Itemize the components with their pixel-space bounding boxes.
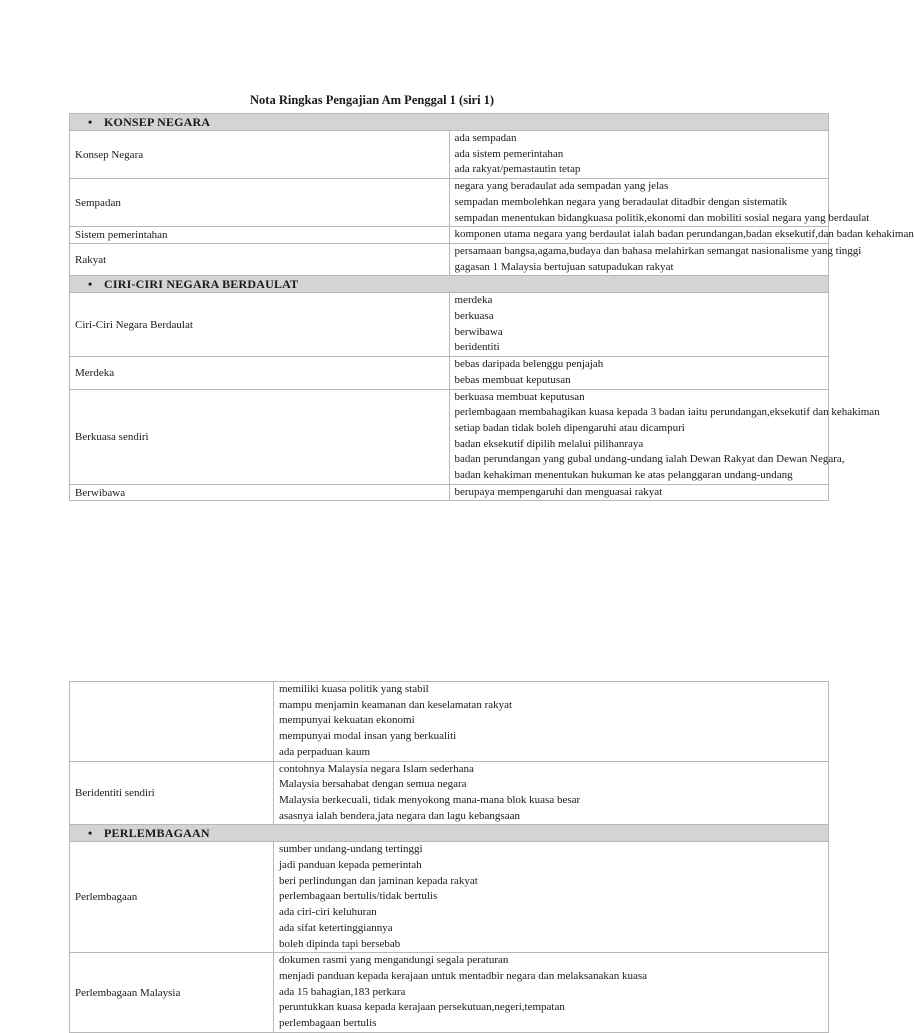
table-row (70, 484, 829, 501)
content-line: setiap badan tidak boleh dipengaruhi atau dicampuri (454, 421, 685, 434)
row-label: Merdeka (70, 357, 450, 389)
table-row (70, 953, 829, 1033)
content-line: menjadi panduan kepada kerajaan untuk mentadbir negara dan melaksanakan kuasa (279, 969, 648, 982)
content-line: ada sistem pemerintahan (454, 147, 564, 160)
row-content (274, 682, 829, 762)
row-content (449, 389, 880, 484)
row-content (449, 227, 914, 244)
content-line: komponen utama negara yang berdaulat ialah badan perundangan,badan eksekutif,dan badan kehakiman (454, 228, 914, 241)
row-label: Perlembagaan Malaysia (70, 953, 274, 1033)
content-line: ada ciri-ciri keluhuran (279, 906, 377, 919)
content-line: badan kehakiman menentukan hukuman ke atas pelanggaran undang-undang (454, 469, 793, 482)
table-body (70, 842, 829, 1032)
row-content (274, 761, 829, 825)
row-label: Sistem pemerintahan (70, 227, 450, 244)
content-line: perlembagaan bertulis (279, 1017, 377, 1030)
row-label: Konsep Negara (70, 131, 450, 179)
content-line: ada rakyat/pemastautin tetap (454, 163, 581, 176)
content-line: berkuasa membuat keputusan (454, 390, 585, 403)
table-row (70, 761, 829, 825)
content-line: berkuasa (454, 310, 494, 323)
content-line: memiliki kuasa politik yang stabil (279, 683, 429, 695)
content-line: beridentiti (454, 341, 500, 354)
table-body (70, 682, 829, 825)
content-line: bebas membuat keputusan (454, 373, 571, 386)
notes-table-page-1 (69, 113, 914, 501)
row-label: Berkuasa sendiri (70, 389, 450, 484)
table-row (70, 293, 829, 357)
content-line: peruntukkan kuasa kepada kerajaan persekutuan,negeri,tempatan (279, 1001, 565, 1014)
table-row (70, 131, 829, 179)
content-line: merdeka (454, 294, 493, 307)
bullet-icon: • (88, 115, 93, 129)
row-label: Perlembagaan (70, 842, 274, 953)
row-label: Berwibawa (70, 484, 450, 501)
content-line: ada sempadan (454, 132, 517, 144)
row-content (274, 842, 829, 953)
bullet-icon: • (88, 826, 93, 841)
content-line: persamaan bangsa,agama,budaya dan bahasa melahirkan semangat nasionalisme yang tinggi (454, 244, 862, 257)
section-title: KONSEP NEGARA (104, 115, 211, 129)
content-line: badan eksekutif dipilih melalui pilihanraya (454, 437, 644, 450)
table-row (70, 357, 829, 389)
bullet-icon: • (88, 277, 93, 292)
table-row (70, 842, 829, 953)
row-content (449, 131, 829, 179)
content-line: gagasan 1 Malaysia bertujuan satupadukan rakyat (454, 260, 674, 273)
section-title: CIRI-CIRI NEGARA BERDAULAT (104, 277, 299, 292)
content-line: boleh dipinda tapi bersebab (279, 937, 401, 950)
content-line: berwibawa (454, 325, 503, 338)
table-row (70, 179, 829, 227)
content-line: sumber undang-undang tertinggi (279, 843, 423, 856)
content-line: badan perundangan yang gubal undang-undang ialah Dewan Rakyat dan Dewan Negara, (454, 453, 845, 466)
content-line: asasnya ialah bendera,jata negara dan lagu kebangsaan (279, 809, 520, 822)
content-line: ada perpaduan kaum (279, 745, 371, 758)
content-line: berupaya mempengaruhi dan menguasai rakyat (454, 485, 663, 498)
row-content (449, 484, 829, 501)
row-content (274, 953, 829, 1033)
table-body (70, 293, 880, 501)
row-content (449, 243, 862, 275)
table-row (70, 227, 829, 244)
row-label (70, 682, 274, 762)
table-row (70, 389, 829, 484)
row-label: Ciri-Ciri Negara Berdaulat (70, 293, 450, 357)
content-line: sempadan membolehkan negara yang beradaulat ditadbir dengan sistematik (454, 195, 788, 208)
content-line: sempadan menentukan bidangkuasa politik,ekonomi dan mobiliti sosial negara yang berdaulat (454, 211, 870, 224)
content-line: contohnya Malaysia negara Islam sederhana (279, 762, 474, 775)
section-header-ciri-ciri-negara-berdaulat (70, 276, 829, 293)
table-body (70, 131, 914, 276)
content-line: perlembagaan bertulis/tidak bertulis (279, 890, 438, 903)
row-content (449, 357, 829, 389)
row-label: Sempadan (70, 179, 450, 227)
content-line: perlembagaan membahagikan kuasa kepada 3 badan iaitu perundangan,eksekutif dan kehakiman (454, 406, 880, 419)
content-line: mampu menjamin keamanan dan keselamatan rakyat (279, 698, 513, 711)
table-row (70, 682, 829, 762)
notes-table-page-2 (69, 681, 829, 1033)
content-line: bebas daripada belenggu penjajah (454, 358, 604, 371)
content-line: ada 15 bahagian,183 perkara (279, 985, 406, 998)
row-content (449, 293, 829, 357)
content-line: Malaysia berkecuali, tidak menyokong mana-mana blok kuasa besar (279, 793, 581, 806)
content-line: mempunyai kekuatan ekonomi (279, 714, 415, 727)
content-line: Malaysia bersahabat dengan semua negara (279, 778, 467, 791)
section-header-konsep-negara (70, 114, 829, 131)
section-title: PERLEMBAGAAN (104, 826, 210, 841)
content-line: jadi panduan kepada pemerintah (279, 859, 422, 872)
row-content (449, 179, 870, 227)
content-line: ada sifat ketertinggiannya (279, 921, 393, 934)
table-row (70, 243, 829, 275)
content-line: negara yang beradaulat ada sempadan yang jelas (454, 180, 669, 193)
content-line: dokumen rasmi yang mengandungi segala peraturan (279, 954, 509, 967)
section-header-perlembagaan (70, 825, 829, 842)
content-line: beri perlindungan dan jaminan kepada rakyat (279, 874, 478, 887)
document-title: Nota Ringkas Pengajian Am Penggal 1 (siri 1) (250, 93, 495, 107)
content-line: mempunyai modal insan yang berkualiti (279, 730, 457, 743)
row-label: Beridentiti sendiri (70, 761, 274, 825)
row-label: Rakyat (70, 243, 450, 275)
